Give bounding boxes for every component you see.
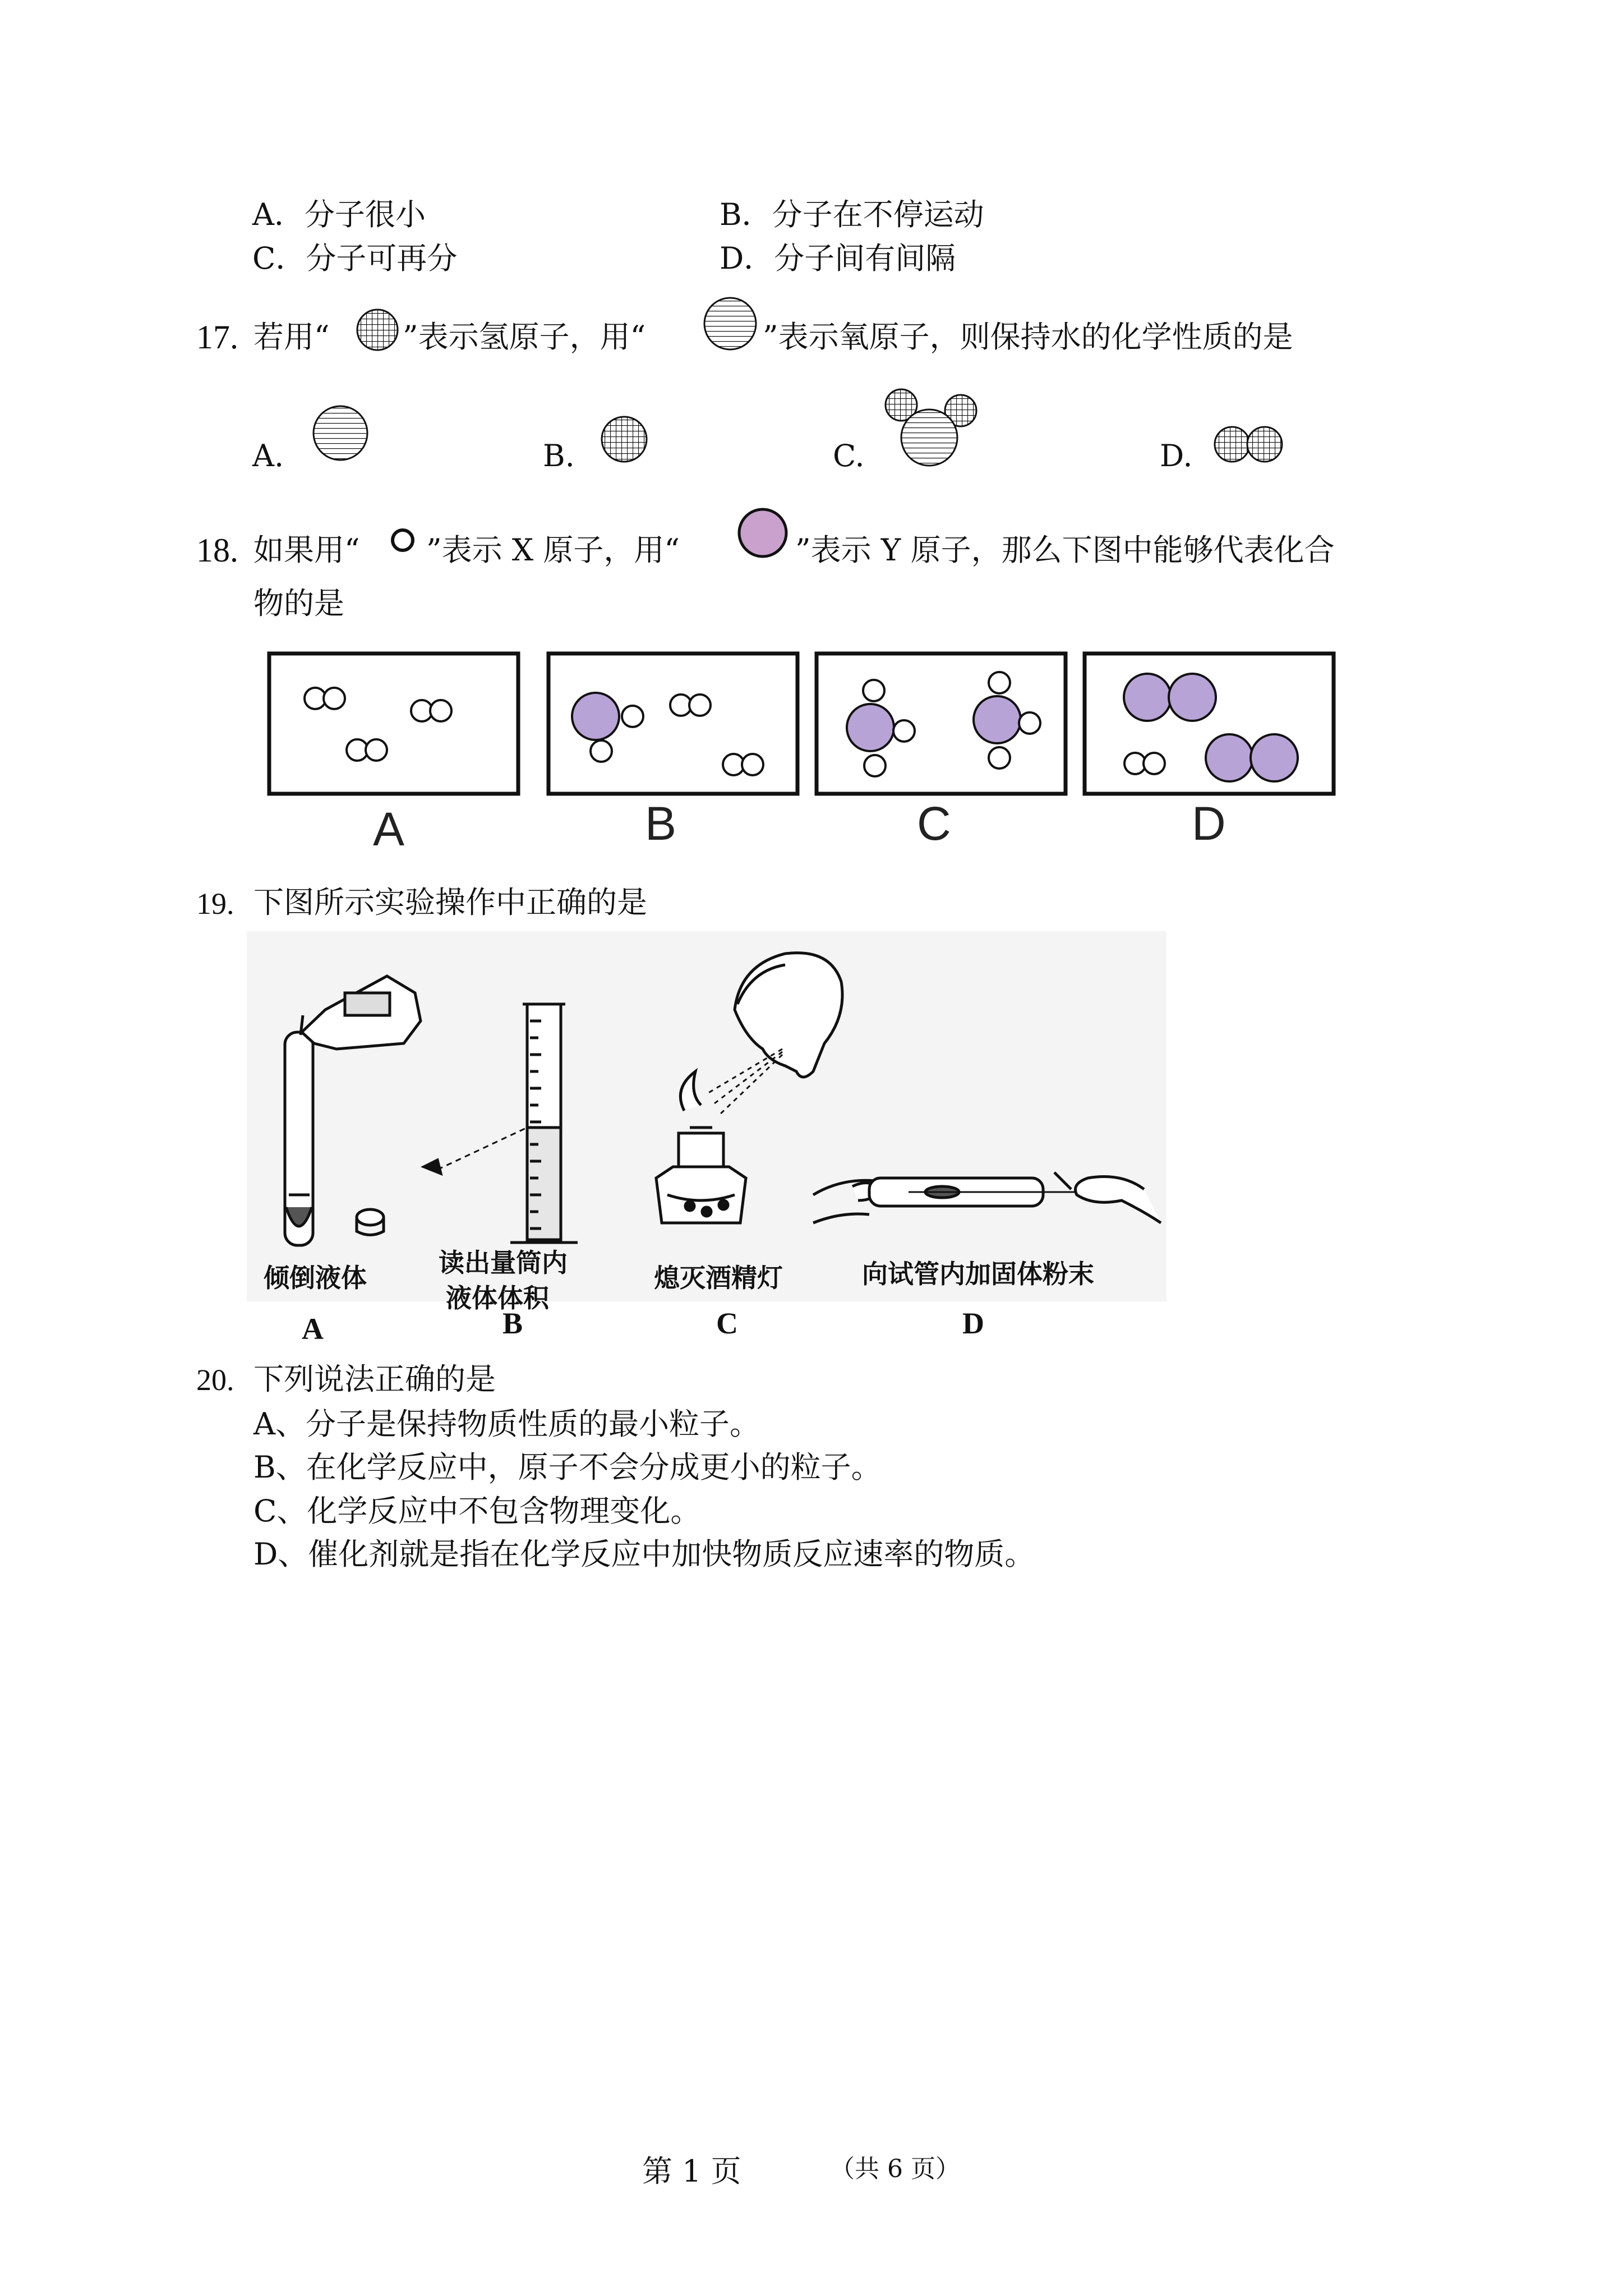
oxygen-atom-icon — [702, 296, 758, 352]
q19-experiment-illustrations — [247, 931, 1166, 1301]
q18-box-label-c: C — [917, 797, 951, 850]
q17-label-b: B. — [543, 438, 575, 473]
q19-caption-c: 熄灭酒精灯 — [654, 1263, 783, 1293]
q18-box-label-b: B — [645, 797, 677, 850]
q18-text-2: ”表示 X 原子，用“ — [426, 532, 680, 568]
q19-letter-c: C — [716, 1306, 738, 1340]
q19-letter-d: D — [962, 1306, 984, 1340]
q18-box-b — [548, 654, 797, 794]
hydrogen-atom-icon — [355, 307, 400, 352]
page-total: （共 6 页） — [830, 2155, 960, 2183]
q18-box-label-a: A — [373, 803, 405, 855]
q19-caption-b-line2: 液体体积 — [446, 1283, 549, 1313]
q18-text-1: 如果用“ — [253, 532, 360, 568]
q17-text-3: ”表示氧原子，则保持水的化学性质的是 — [763, 319, 1293, 355]
q19-caption-a: 倾倒液体 — [264, 1263, 367, 1293]
q16-option-d: D．分子间有间隔 — [720, 241, 956, 276]
q20-option-d: D、催化剂就是指在化学反应中加快物质反应速率的物质。 — [253, 1536, 1035, 1572]
q20-text: 下列说法正确的是 — [253, 1361, 496, 1397]
q17-label-a: A. — [252, 438, 284, 473]
q19-caption-b-line1: 读出量筒内 — [439, 1248, 568, 1278]
q18-box-a — [269, 654, 518, 794]
q17-number: 17. — [196, 319, 238, 356]
q18-box-d — [1085, 654, 1334, 794]
q19-text: 下图所示实验操作中正确的是 — [253, 885, 647, 920]
q16-option-c: C．分子可再分 — [252, 241, 458, 276]
q19-caption-d: 向试管内加固体粉末 — [862, 1259, 1094, 1289]
y-atom-icon — [735, 505, 791, 561]
q17-label-c: C. — [833, 438, 865, 473]
q16-option-a: A．分子很小 — [252, 197, 426, 232]
q17-option-a-oxygen-atom — [310, 403, 371, 463]
q20-number: 20. — [196, 1363, 234, 1397]
q17-option-b-hydrogen-atom — [599, 414, 649, 464]
q20-option-c: C、化学反应中不包含物理变化。 — [253, 1493, 701, 1529]
q17-text-2: ”表示氢原子，用“ — [403, 319, 646, 355]
q17-label-d: D. — [1160, 438, 1193, 473]
q18-box-c — [817, 654, 1066, 794]
x-atom-icon — [389, 526, 417, 554]
q16-option-b: B．分子在不停运动 — [720, 197, 984, 232]
q18-box-label-d: D — [1192, 797, 1226, 850]
q17-option-d-hydrogen-molecule — [1213, 425, 1292, 466]
q20-option-a: A、分子是保持物质性质的最小粒子。 — [253, 1406, 760, 1442]
q19-letter-a: A — [302, 1312, 324, 1346]
page-number: 第 1 页 — [642, 2154, 741, 2189]
q18-text-3: ”表示 Y 原子，那么下图中能够代表化合 — [795, 532, 1335, 568]
q19-number: 19. — [196, 887, 234, 921]
q19-letter-b: B — [502, 1306, 523, 1340]
q17-option-c-water-molecule — [883, 387, 984, 471]
q18-text-line2: 物的是 — [253, 586, 344, 621]
q20-option-b: B、在化学反应中，原子不会分成更小的粒子。 — [253, 1450, 882, 1485]
q18-number: 18. — [196, 532, 238, 569]
q17-text-1: 若用“ — [253, 319, 330, 355]
